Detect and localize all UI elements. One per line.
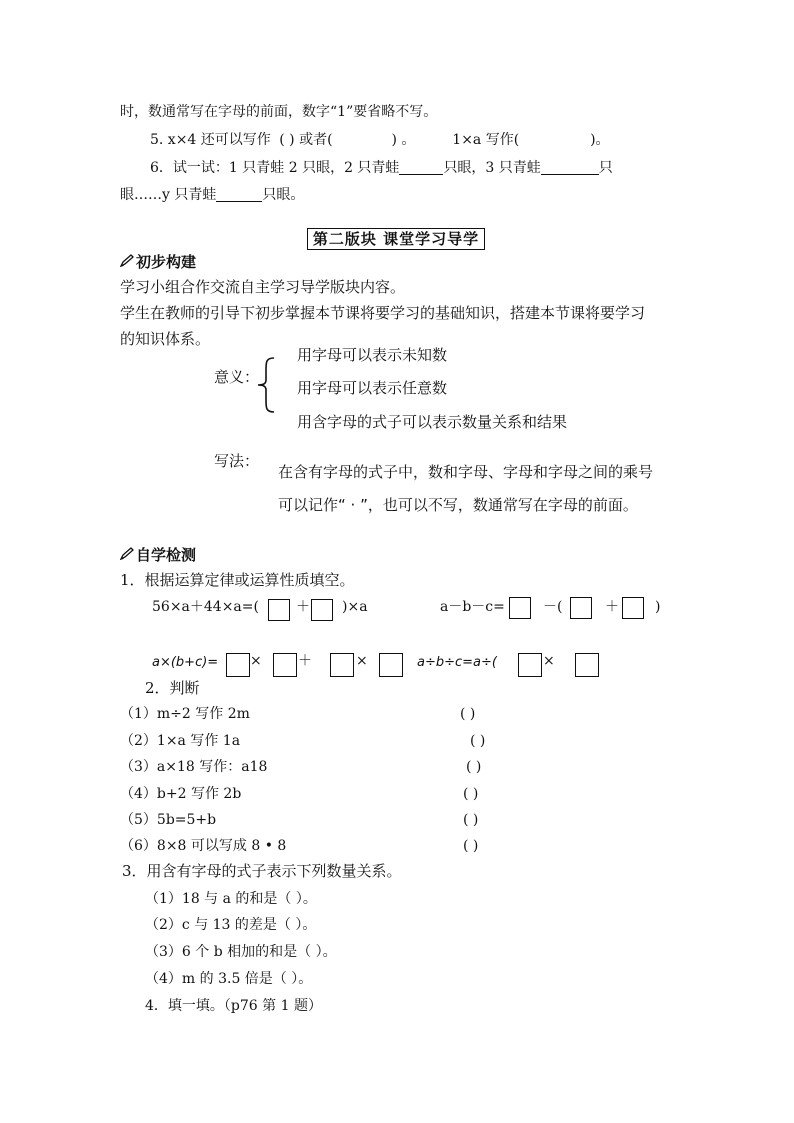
judge-item-2: （2）1×a 写作 1a [120, 733, 241, 749]
selftest-header-text: 自学检测 [136, 546, 197, 564]
build-header [120, 254, 196, 270]
item-6-line2 [120, 187, 304, 202]
answer-box[interactable] [570, 597, 592, 619]
q3-item-2: （2）c 与 13 的差是（ ）。 [145, 917, 317, 933]
answer-box[interactable] [575, 653, 599, 677]
selftest-header [120, 547, 196, 563]
build-header-text: 初步构建 [136, 253, 197, 271]
writing-line-1: 在含有字母的式子中，数和字母、字母和字母之间的乘号 [278, 463, 654, 481]
answer-box[interactable] [268, 599, 290, 621]
eq2-minus: －( [543, 599, 563, 615]
brace-icon [254, 356, 276, 414]
eq1-left: 56×a＋44×a=( [152, 599, 259, 615]
q3-item-4: （4）m 的 3.5 倍是（ ）。 [145, 971, 313, 987]
q1-text: 1．根据运算定律或运算性质填空。 [120, 571, 355, 589]
item-6-l2b: 只眼。 [262, 187, 305, 203]
pencil-icon [120, 254, 134, 267]
item-6-part3: 只 [598, 160, 613, 176]
writing-label: 写法： [214, 452, 260, 470]
blank-6a[interactable] [399, 160, 443, 175]
eq2-plus: ＋ [605, 599, 619, 615]
item-5-close: ) 。 [391, 132, 416, 148]
eq3-sign-2: ＋ [298, 653, 312, 669]
eq1-right: )×a [342, 599, 368, 615]
eq4-sign: × [543, 653, 555, 669]
judge-paren-2[interactable]: ( ) [470, 733, 486, 749]
answer-box[interactable] [518, 653, 542, 677]
eq4-left: a÷b÷c=a÷( [417, 655, 497, 670]
judge-paren-5[interactable]: ( ) [463, 812, 479, 828]
build-p2b: 的知识体系。 [120, 330, 211, 348]
judge-item-3: （3）a×18 写作：a18 [120, 759, 268, 775]
blank-6b[interactable] [541, 160, 599, 175]
q3-text: 3．用含有字母的式子表示下列数量关系。 [122, 862, 402, 880]
meaning-item-3: 用含字母的式子可以表示数量关系和结果 [297, 413, 568, 431]
pencil-icon [120, 547, 134, 560]
build-p2a: 学生在教师的引导下初步掌握本节课将要学习的基础知识，搭建本节课将要学习 [120, 304, 646, 322]
answer-box[interactable] [379, 653, 403, 677]
answer-box[interactable] [273, 653, 297, 677]
item-6-part1: 6．试一试：1 只青蛙 2 只眼，2 只青蛙 [150, 160, 400, 176]
item-5-paren1: ( ) [279, 132, 295, 148]
answer-box[interactable] [226, 653, 250, 677]
section-title: 第二版块 课堂学习导学 [307, 228, 485, 250]
intro-line: 时，数通常写在字母的前面，数字“1”要省略不写。 [120, 104, 438, 120]
eq3-left: a×(b+c)= [152, 655, 219, 670]
judge-paren-1[interactable]: ( ) [460, 706, 476, 722]
q3-item-3: （3）6 个 b 相加的和是（ ）。 [145, 944, 337, 960]
build-p1: 学习小组合作交流自主学习导学版块内容。 [120, 278, 406, 296]
item-6-l2a: 眼……y 只青蛙 [120, 187, 217, 203]
meaning-item-1: 用字母可以表示未知数 [297, 346, 448, 364]
eq3-sign-3: × [356, 653, 368, 669]
q2-text: 2．判断 [145, 679, 200, 697]
item-5-part2: 1×a 写作( [452, 132, 520, 148]
q4-text: 4．填一填。（p76 第 1 题） [145, 998, 322, 1014]
meaning-label: 意义： [214, 368, 260, 386]
judge-paren-3[interactable]: ( ) [466, 759, 482, 775]
judge-item-5: （5）5b=5+b [120, 812, 217, 828]
item-6-part2: 只眼，3 只青蛙 [443, 160, 541, 176]
item-5 [150, 133, 610, 147]
eq2-left: a－b－c= [440, 599, 505, 615]
item-5-close2: )。 [590, 132, 610, 148]
meaning-item-2: 用字母可以表示任意数 [297, 379, 448, 397]
eq1-plus: ＋ [296, 599, 310, 615]
judge-paren-4[interactable]: ( ) [463, 786, 479, 802]
blank-6c[interactable] [216, 187, 262, 202]
judge-item-4: （4）b+2 写作 2b [120, 786, 242, 802]
item-5-or: 或者( [299, 132, 333, 148]
eq3-sign-1: × [250, 653, 262, 669]
answer-box[interactable] [311, 599, 333, 621]
q3-item-1: （1）18 与 a 的和是（ ）。 [145, 891, 317, 907]
answer-box[interactable] [509, 597, 531, 619]
answer-box[interactable] [622, 597, 644, 619]
judge-paren-6[interactable]: ( ) [463, 838, 479, 854]
judge-item-1: （1）m÷2 写作 2m [120, 706, 250, 722]
item-6 [150, 160, 613, 175]
answer-box[interactable] [330, 653, 354, 677]
item-5-prefix: 5. x×4 还可以写作 [150, 132, 271, 148]
eq2-close: ) [655, 599, 661, 615]
writing-line-2: 可以记作“ · ”，也可以不写，数通常写在字母的前面。 [278, 496, 638, 514]
judge-item-6: （6）8×8 可以写成 8 • 8 [120, 838, 287, 854]
